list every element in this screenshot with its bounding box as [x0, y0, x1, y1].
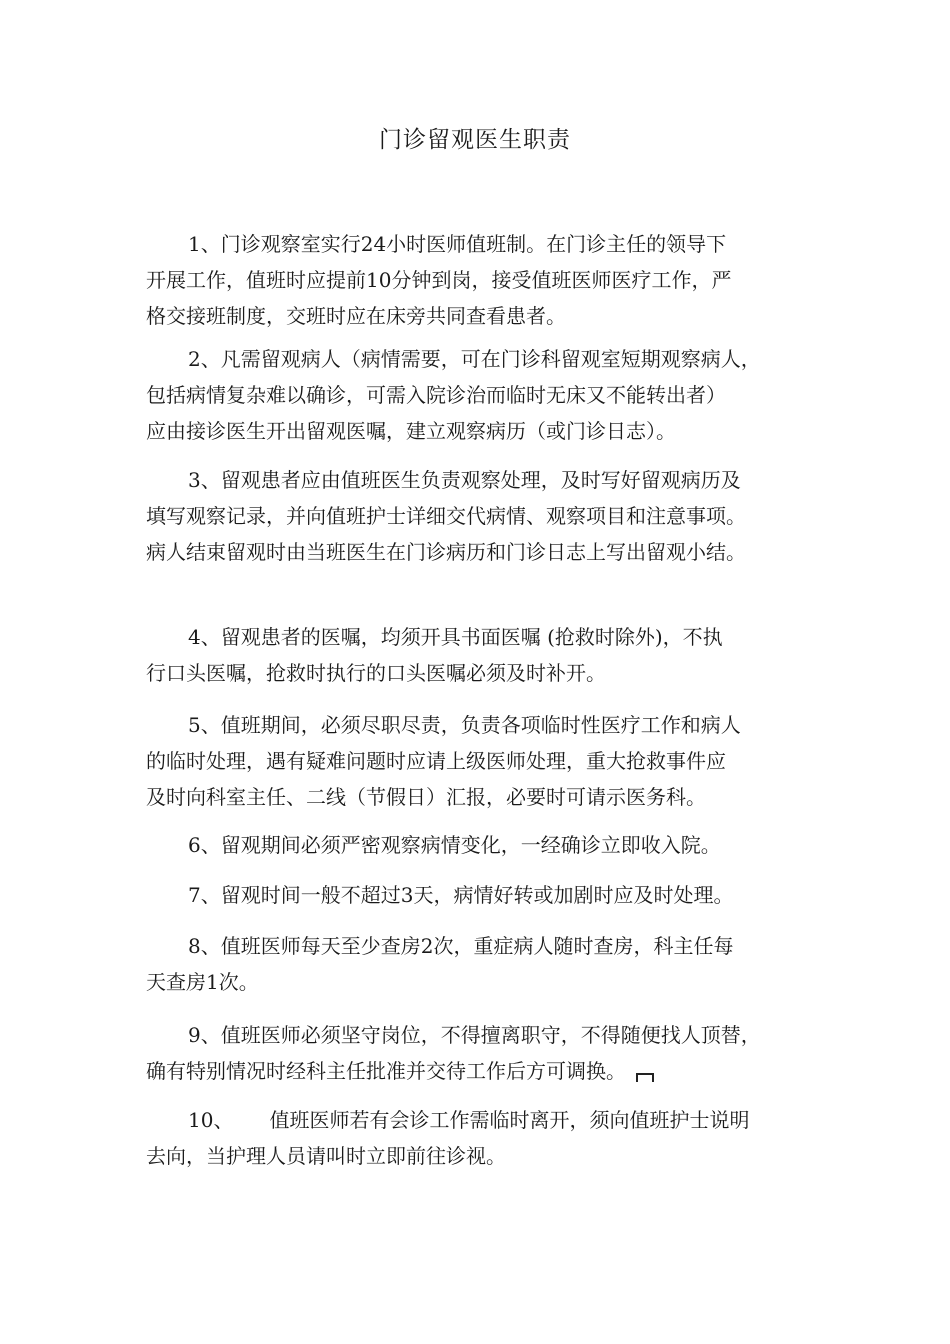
paragraph-line: 值班医师若有会诊工作需临时离开，须向值班护士说明 [269, 1108, 750, 1132]
paragraph-line-first [146, 1102, 810, 1138]
paragraph-line: 7、留观时间一般不超过3天，病情好转或加剧时应及时处理。 [188, 883, 734, 907]
paragraph-2 [146, 341, 810, 449]
paragraph-line: 病人结束留观时由当班医生在门诊病历和门诊日志上写出留观小结。 [146, 540, 746, 564]
paragraph-5 [146, 707, 810, 815]
paragraph-number: 10、 [188, 1108, 234, 1132]
paragraph-line: 行口头医嘱，抢救时执行的口头医嘱必须及时补开。 [146, 661, 606, 685]
paragraph-line: 确有特别情况时经科主任批准并交待工作后方可调换。 [146, 1059, 626, 1083]
paragraph-8 [146, 928, 810, 1000]
paragraph-line: 开展工作，值班时应提前10分钟到岗，接受值班医师医疗工作，严 [146, 268, 732, 292]
paragraph-line: 4、留观患者的医嘱，均须开具书面医嘱 (抢救时除外)，不执 [188, 625, 723, 649]
paragraph-line: 格交接班制度，交班时应在床旁共同查看患者。 [146, 304, 566, 328]
paragraph-line-with-mark [146, 1053, 810, 1089]
paragraph-line: 及时向科室主任、二线（节假日）汇报，必要时可请示医务科。 [146, 785, 706, 809]
paragraph-line: 2、凡需留观病人（病情需要，可在门诊科留观室短期观察病人， [188, 347, 761, 371]
paragraph-4 [146, 619, 810, 691]
paragraph-10 [146, 1102, 810, 1174]
paragraph-line: 应由接诊医生开出留观医嘱，建立观察病历（或门诊日志）。 [146, 419, 676, 443]
bracket-mark-icon [636, 1073, 654, 1082]
paragraph-line: 3、留观患者应由值班医生负责观察处理，及时写好留观病历及 [188, 468, 741, 492]
paragraph-line: 9、值班医师必须坚守岗位，不得擅离职守，不得随便找人顶替， [188, 1023, 761, 1047]
paragraph-line: 包括病情复杂难以确诊，可需入院诊治而临时无床又不能转出者） [146, 383, 726, 407]
paragraph-1 [146, 226, 810, 334]
paragraph-line: 的临时处理，遇有疑难问题时应请上级医师处理，重大抢救事件应 [146, 749, 726, 773]
paragraph-line: 6、留观期间必须严密观察病情变化，一经确诊立即收入院。 [188, 833, 721, 857]
paragraph-3 [146, 462, 810, 570]
page-title: 门诊留观医生职责 [379, 127, 571, 153]
paragraph-line: 8、值班医师每天至少查房2次，重症病人随时查房，科主任每 [188, 934, 734, 958]
paragraph-line: 填写观察记录，并向值班护士详细交代病情、观察项目和注意事项。 [146, 504, 746, 528]
paragraph-line: 1、门诊观察室实行24小时医师值班制。在门诊主任的领导下 [188, 232, 727, 256]
paragraph-line: 5、值班期间，必须尽职尽责，负责各项临时性医疗工作和病人 [188, 713, 741, 737]
paragraph-line: 去向，当护理人员请叫时立即前往诊视。 [146, 1144, 506, 1168]
paragraph-6 [146, 827, 810, 863]
paragraph-9 [146, 1017, 810, 1089]
paragraph-7 [146, 877, 810, 913]
paragraph-line: 天查房1次。 [146, 970, 259, 994]
